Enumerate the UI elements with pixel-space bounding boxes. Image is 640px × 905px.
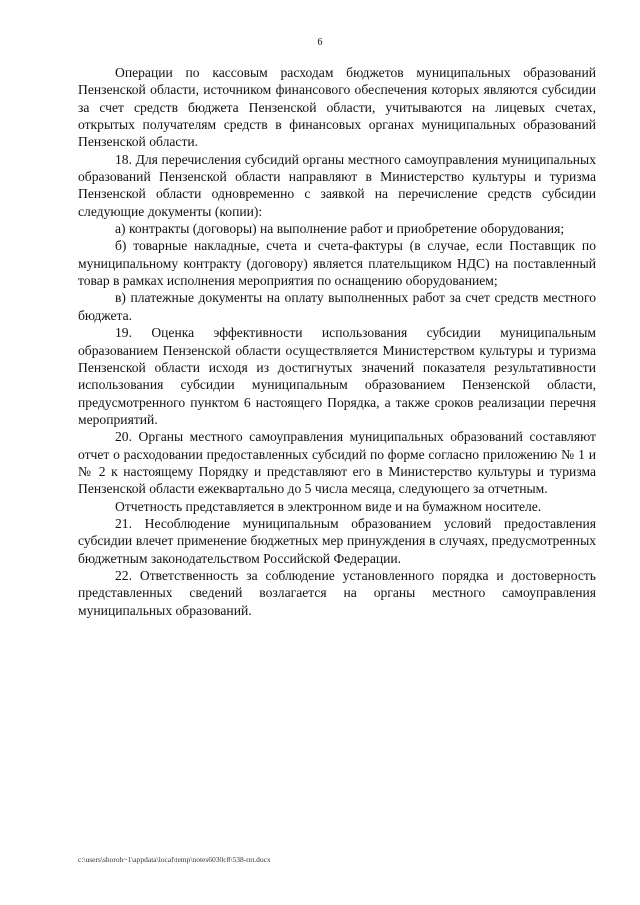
paragraph-item-21: 21. Несоблюдение муниципальным образованием условий предоставления субсидии влечет применение бюджетных мер принуждения в случаях, предусмотренных бюджетным законодательством Российской Федерации. — [78, 515, 596, 566]
paragraph-item-18: 18. Для перечисления субсидий органы местного самоуправления муниципальных образований Пензенской области направляют в Министерство культуры и туризма Пензенской области одновременно с заявкой на перечисление средств субсидии следующие документы (копии): — [78, 151, 596, 219]
paragraph-item-20: 20. Органы местного самоуправления муниципальных образований составляют отчет о расходовании предоставленных субсидий по форме согласно приложению № 1 и № 2 к настоящему Порядку и представляют его в Министерство культуры и туризма Пензенской области ежеквартально до 5 числа месяца, следующего за отчетным. — [78, 429, 596, 497]
paragraph-item-19: 19. Оценка эффективности использования субсидии муниципальным образованием Пензенской области осуществляется Министерством культуры и туризма Пензенской области исходя из достигнутых значений показателя результативности использования субсидии муниципальным образованием Пензенской области, предусмотренного пунктом 6 настоящего Порядка, а также сроков реализации перечня мероприятий. — [78, 325, 596, 427]
paragraph-cash-operations: Операции по кассовым расходам бюджетов муниципальных образований Пензенской области, источником финансового обеспечения которых являются субсидии за счет средств бюджета Пензенской области, учитываются на лицевых счетах, открытых получателям средств в финансовых органах муниципальных образований Пензенской области. — [78, 65, 596, 150]
paragraph-item-22: 22. Ответственность за соблюдение установленного порядка и достоверность представленных сведений возлагается на органы местного самоуправления муниципальных образований. — [78, 567, 596, 618]
page-number: 6 — [317, 37, 323, 48]
document-body — [78, 64, 596, 619]
paragraph-item-18b: б) товарные накладные, счета и счета-фактуры (в случае, если Поставщик по муниципальному контракту (договору) является плательщиком НДС) на поставленный товар в рамках исполнения мероприятия по оснащению оборудованием; — [78, 238, 596, 289]
footer-file-path: c:\users\shoroh~1\appdata\local\temp\notes6030c8\538-пп.docx — [78, 855, 271, 864]
paragraph-reporting-format: Отчетность представляется в электронном виде и на бумажном носителе. — [115, 498, 542, 514]
paragraph-item-18v: в) платежные документы на оплату выполненных работ за счет средств местного бюджета. — [78, 290, 596, 323]
paragraph-item-18a: а) контракты (договоры) на выполнение работ и приобретение оборудования; — [115, 221, 565, 237]
